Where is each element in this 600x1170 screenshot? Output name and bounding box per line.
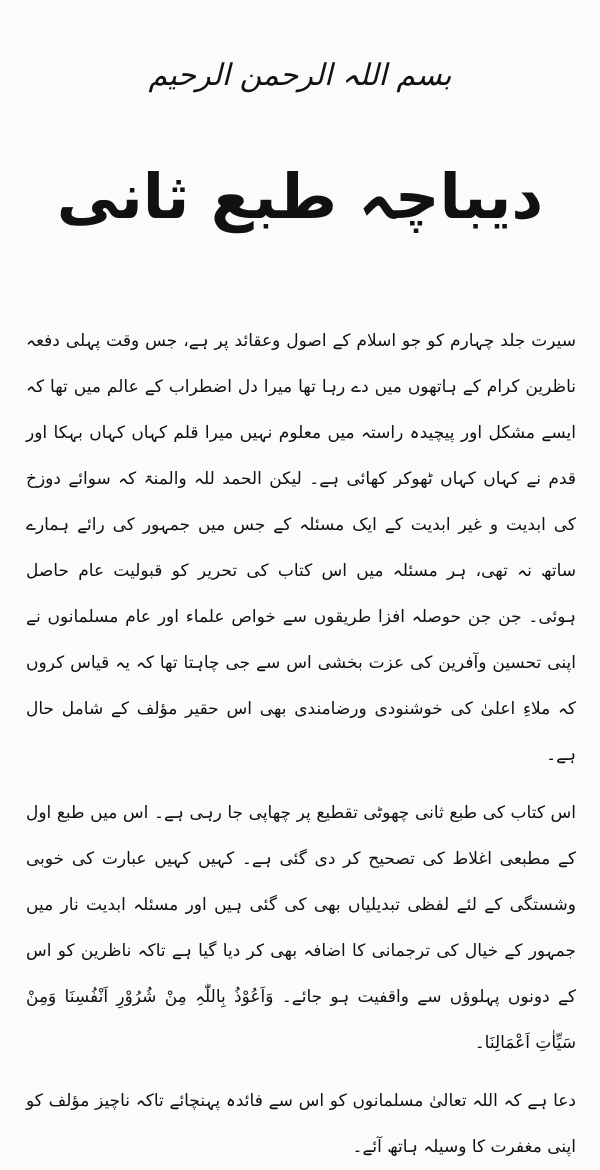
paragraph-2: اس کتاب کی طبع ثانی چھوٹی تقطیع پر چھاپی جا رہی ہے۔ اس میں طبع اول کے مطبعی اغلاط کی تصحیح کر دی گئی ہے۔ کہیں کہیں عبارت کی خوبی وشستگی کے لئے لفظی تبدیلیاں بھی کی گئی ہیں اور مسئلہ ابدیت نار میں جمہور کے خیال کی ترجمانی کا اضافہ بھی کر دیا گیا ہے تاکہ ناظرین کو اس کے دونوں پہلوؤں سے واقفیت ہو جائے۔ وَاَعُوْذُ بِاللّٰہِ مِنْ شُرُوْرِ اَنْفُسِنَا وَمِنْ سَیِّاٰتِ اَعْمَالِنَا۔ — [26, 803, 576, 1053]
bismillah-heading: بسم اللہ الرحمن الرحیم — [148, 58, 452, 93]
paragraph-3: دعا ہے کہ اللہ تعالیٰ مسلمانوں کو اس سے فائدہ پہنچائے تاکہ ناچیز مؤلف کو اپنی مغفرت کا وسیلہ ہاتھ آئے۔ — [26, 1091, 576, 1157]
paragraph-1: سیرت جلد چہارم کو جو اسلام کے اصول وعقائد پر ہے، جس وقت پہلی دفعہ ناظرین کرام کے ہاتھوں میں دے رہا تھا میرا دل اضطراب کے عالم میں تھا کہ ایسے مشکل اور پیچیدہ راستہ میں معلوم نہیں میرا قلم کہاں کہاں بہکا اور قدم نے کہاں کہاں ٹھوکر کھائی ہے۔ لیکن الحمد للہ والمنۃ کہ سوائے دوزخ کی ابدیت و غیر ابدیت کے ایک مسئلہ کے جس میں جمہور کی رائے ہمارے ساتھ نہ تھی، ہر مسئلہ میں اس کتاب کی تحریر کو قبولیت عام حاصل ہوئی۔ جن جن حوصلہ افزا طریقوں سے خواص علماء اور عام مسلمانوں نے اپنی تحسین وآفرین کی عزت بخشی اس سے جی چاہتا تھا کہ یہ قیاس کروں کہ ملاءِ اعلیٰ کی خوشنودی ورضامندی بھی اس حقیر مؤلف کے شامل حال ہے۔ — [26, 331, 576, 765]
page-title: دیباچہ طبع ثانی — [56, 160, 544, 233]
preface-body — [26, 318, 576, 1170]
